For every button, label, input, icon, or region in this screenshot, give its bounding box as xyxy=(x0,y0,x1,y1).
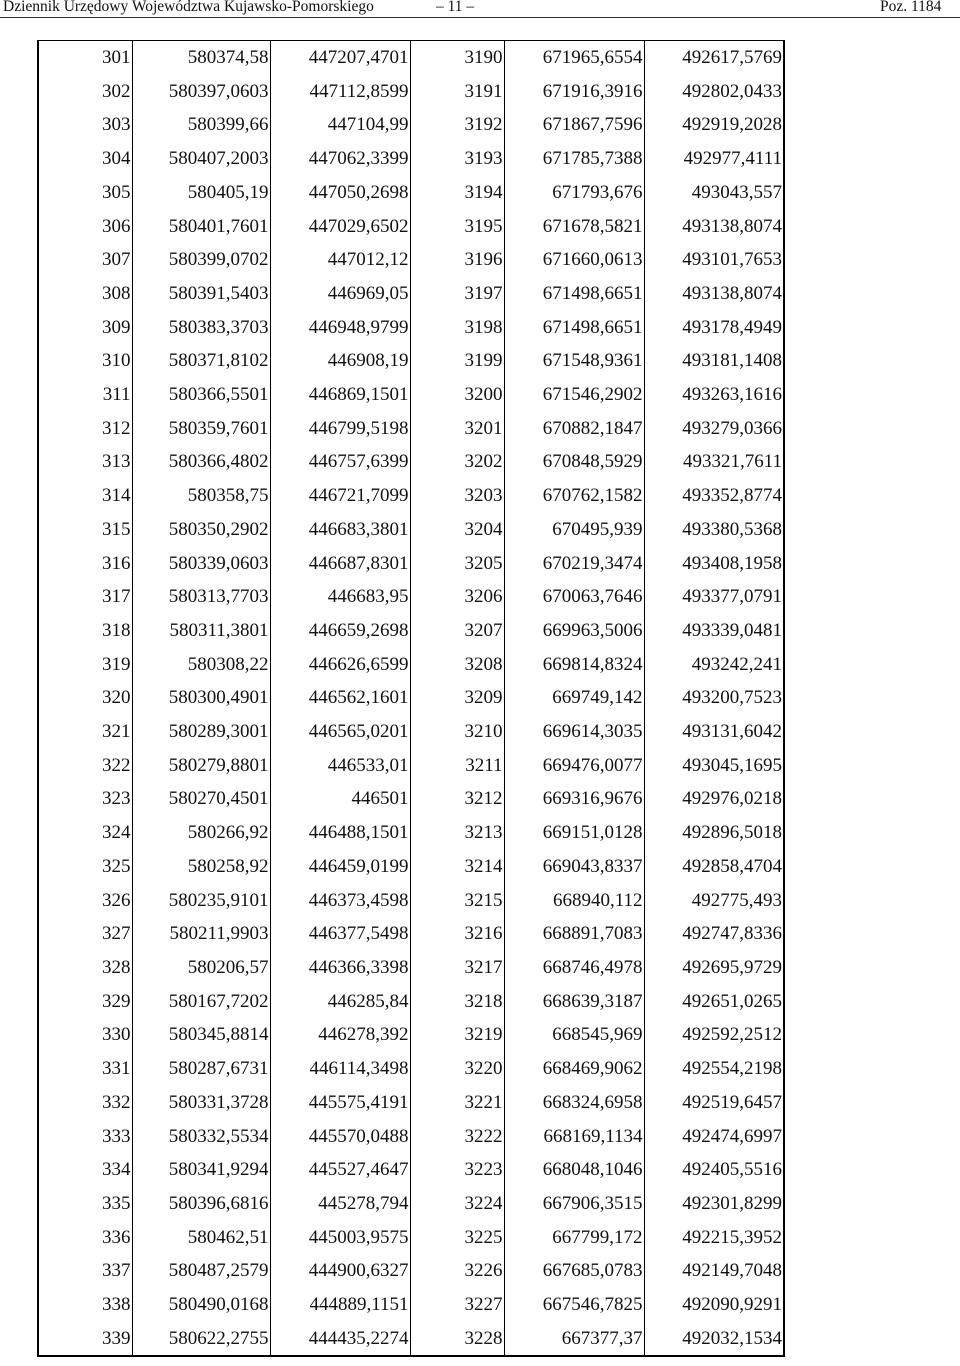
table-cell-x-coordinate: 580490,0168 xyxy=(132,1288,270,1322)
table-cell-point-number: 316 xyxy=(38,547,132,581)
table-cell-point-number: 321 xyxy=(38,715,132,749)
page-number: – 11 – xyxy=(436,0,475,15)
table-cell-point-number: 3199 xyxy=(410,344,504,378)
table-cell-x-coordinate: 580289,3001 xyxy=(132,715,270,749)
table-cell-x-coordinate: 671548,9361 xyxy=(504,344,644,378)
table-cell-x-coordinate: 670063,7646 xyxy=(504,580,644,614)
table-cell-point-number: 3206 xyxy=(410,580,504,614)
table-row xyxy=(38,344,784,378)
table-cell-point-number: 311 xyxy=(38,378,132,412)
table-cell-y-coordinate: 492651,0265 xyxy=(644,985,784,1019)
table-cell-point-number: 318 xyxy=(38,614,132,648)
table-row xyxy=(38,850,784,884)
table-cell-y-coordinate: 447050,2698 xyxy=(270,176,410,210)
table-cell-x-coordinate: 668469,9062 xyxy=(504,1052,644,1086)
table-cell-y-coordinate: 446721,7099 xyxy=(270,479,410,513)
table-cell-point-number: 302 xyxy=(38,75,132,109)
table-cell-point-number: 331 xyxy=(38,1052,132,1086)
table-row xyxy=(38,41,784,75)
table-cell-y-coordinate: 492215,3952 xyxy=(644,1221,784,1255)
table-cell-y-coordinate: 492090,9291 xyxy=(644,1288,784,1322)
table-cell-x-coordinate: 667906,3515 xyxy=(504,1187,644,1221)
table-cell-y-coordinate: 446373,4598 xyxy=(270,884,410,918)
table-cell-x-coordinate: 580358,75 xyxy=(132,479,270,513)
table-cell-point-number: 322 xyxy=(38,749,132,783)
table-cell-x-coordinate: 668891,7083 xyxy=(504,917,644,951)
table-cell-y-coordinate: 444900,6327 xyxy=(270,1254,410,1288)
table-cell-y-coordinate: 493181,1408 xyxy=(644,344,784,378)
table-cell-y-coordinate: 444889,1151 xyxy=(270,1288,410,1322)
table-cell-y-coordinate: 444435,2274 xyxy=(270,1322,410,1357)
table-cell-x-coordinate: 580383,3703 xyxy=(132,311,270,345)
table-cell-point-number: 3197 xyxy=(410,277,504,311)
table-cell-x-coordinate: 669476,0077 xyxy=(504,749,644,783)
table-row xyxy=(38,547,784,581)
table-cell-y-coordinate: 492032,1534 xyxy=(644,1322,784,1357)
table-cell-point-number: 333 xyxy=(38,1120,132,1154)
table-cell-y-coordinate: 492592,2512 xyxy=(644,1018,784,1052)
table-cell-point-number: 330 xyxy=(38,1018,132,1052)
table-cell-x-coordinate: 580339,0603 xyxy=(132,547,270,581)
table-cell-y-coordinate: 446683,95 xyxy=(270,580,410,614)
table-cell-point-number: 3210 xyxy=(410,715,504,749)
table-cell-y-coordinate: 493339,0481 xyxy=(644,614,784,648)
table-row xyxy=(38,985,784,1019)
table-cell-x-coordinate: 580270,4501 xyxy=(132,782,270,816)
table-cell-y-coordinate: 493200,7523 xyxy=(644,681,784,715)
table-cell-y-coordinate: 446565,0201 xyxy=(270,715,410,749)
table-cell-point-number: 3203 xyxy=(410,479,504,513)
table-row xyxy=(38,210,784,244)
table-cell-point-number: 3200 xyxy=(410,378,504,412)
coordinates-table-body xyxy=(38,41,784,1357)
table-cell-point-number: 3204 xyxy=(410,513,504,547)
table-cell-x-coordinate: 580211,9903 xyxy=(132,917,270,951)
table-row xyxy=(38,1086,784,1120)
table-cell-point-number: 317 xyxy=(38,580,132,614)
table-cell-y-coordinate: 445278,794 xyxy=(270,1187,410,1221)
table-cell-x-coordinate: 580374,58 xyxy=(132,41,270,75)
table-cell-x-coordinate: 580300,4901 xyxy=(132,681,270,715)
table-cell-y-coordinate: 492474,6997 xyxy=(644,1120,784,1154)
coordinates-table xyxy=(37,40,785,1357)
table-cell-x-coordinate: 580462,51 xyxy=(132,1221,270,1255)
table-cell-point-number: 336 xyxy=(38,1221,132,1255)
table-cell-y-coordinate: 447104,99 xyxy=(270,108,410,142)
table-cell-x-coordinate: 671678,5821 xyxy=(504,210,644,244)
table-cell-y-coordinate: 493045,1695 xyxy=(644,749,784,783)
table-cell-y-coordinate: 492775,493 xyxy=(644,884,784,918)
table-cell-y-coordinate: 492554,2198 xyxy=(644,1052,784,1086)
table-cell-x-coordinate: 580313,7703 xyxy=(132,580,270,614)
table-cell-y-coordinate: 492976,0218 xyxy=(644,782,784,816)
table-cell-x-coordinate: 668639,3187 xyxy=(504,985,644,1019)
table-cell-point-number: 313 xyxy=(38,445,132,479)
table-row xyxy=(38,749,784,783)
table-cell-x-coordinate: 671660,0613 xyxy=(504,243,644,277)
table-cell-point-number: 3224 xyxy=(410,1187,504,1221)
table-row xyxy=(38,1120,784,1154)
table-cell-y-coordinate: 445003,9575 xyxy=(270,1221,410,1255)
table-row xyxy=(38,681,784,715)
table-cell-point-number: 323 xyxy=(38,782,132,816)
table-row xyxy=(38,782,784,816)
table-cell-x-coordinate: 669963,5006 xyxy=(504,614,644,648)
table-cell-x-coordinate: 669749,142 xyxy=(504,681,644,715)
table-cell-y-coordinate: 445575,4191 xyxy=(270,1086,410,1120)
table-cell-point-number: 315 xyxy=(38,513,132,547)
table-row xyxy=(38,816,784,850)
table-cell-point-number: 338 xyxy=(38,1288,132,1322)
table-cell-point-number: 310 xyxy=(38,344,132,378)
table-row xyxy=(38,580,784,614)
table-cell-y-coordinate: 446533,01 xyxy=(270,749,410,783)
table-cell-point-number: 3221 xyxy=(410,1086,504,1120)
table-row xyxy=(38,648,784,682)
table-cell-point-number: 3209 xyxy=(410,681,504,715)
table-cell-point-number: 312 xyxy=(38,412,132,446)
table-cell-y-coordinate: 447029,6502 xyxy=(270,210,410,244)
table-cell-point-number: 3216 xyxy=(410,917,504,951)
table-cell-y-coordinate: 446908,19 xyxy=(270,344,410,378)
table-cell-point-number: 309 xyxy=(38,311,132,345)
table-cell-y-coordinate: 446948,9799 xyxy=(270,311,410,345)
table-row xyxy=(38,1187,784,1221)
table-cell-x-coordinate: 580371,8102 xyxy=(132,344,270,378)
table-cell-x-coordinate: 670848,5929 xyxy=(504,445,644,479)
table-cell-point-number: 3222 xyxy=(410,1120,504,1154)
table-cell-x-coordinate: 580167,7202 xyxy=(132,985,270,1019)
table-cell-y-coordinate: 493138,8074 xyxy=(644,277,784,311)
table-cell-x-coordinate: 580487,2579 xyxy=(132,1254,270,1288)
table-cell-point-number: 328 xyxy=(38,951,132,985)
table-row xyxy=(38,412,784,446)
table-cell-x-coordinate: 671498,6651 xyxy=(504,277,644,311)
table-cell-x-coordinate: 669814,8324 xyxy=(504,648,644,682)
table-cell-point-number: 314 xyxy=(38,479,132,513)
table-cell-point-number: 3213 xyxy=(410,816,504,850)
table-cell-y-coordinate: 447012,12 xyxy=(270,243,410,277)
table-cell-point-number: 3211 xyxy=(410,749,504,783)
table-cell-x-coordinate: 580397,0603 xyxy=(132,75,270,109)
table-cell-x-coordinate: 671965,6554 xyxy=(504,41,644,75)
table-cell-y-coordinate: 446659,2698 xyxy=(270,614,410,648)
table-cell-x-coordinate: 580391,5403 xyxy=(132,277,270,311)
table-cell-x-coordinate: 669043,8337 xyxy=(504,850,644,884)
table-cell-x-coordinate: 667377,37 xyxy=(504,1322,644,1357)
table-cell-x-coordinate: 580308,22 xyxy=(132,648,270,682)
table-cell-y-coordinate: 445570,0488 xyxy=(270,1120,410,1154)
table-cell-x-coordinate: 580407,2003 xyxy=(132,142,270,176)
table-cell-point-number: 307 xyxy=(38,243,132,277)
table-cell-x-coordinate: 669614,3035 xyxy=(504,715,644,749)
table-cell-y-coordinate: 446799,5198 xyxy=(270,412,410,446)
table-cell-x-coordinate: 580332,5534 xyxy=(132,1120,270,1154)
table-cell-x-coordinate: 671867,7596 xyxy=(504,108,644,142)
table-cell-x-coordinate: 580206,57 xyxy=(132,951,270,985)
table-cell-point-number: 3215 xyxy=(410,884,504,918)
table-cell-y-coordinate: 492747,8336 xyxy=(644,917,784,951)
table-cell-x-coordinate: 668324,6958 xyxy=(504,1086,644,1120)
table-cell-y-coordinate: 492301,8299 xyxy=(644,1187,784,1221)
table-cell-x-coordinate: 580287,6731 xyxy=(132,1052,270,1086)
table-cell-y-coordinate: 492977,4111 xyxy=(644,142,784,176)
table-cell-x-coordinate: 671546,2902 xyxy=(504,378,644,412)
table-cell-point-number: 327 xyxy=(38,917,132,951)
table-row xyxy=(38,277,784,311)
table-cell-point-number: 325 xyxy=(38,850,132,884)
table-cell-point-number: 3193 xyxy=(410,142,504,176)
table-cell-y-coordinate: 492617,5769 xyxy=(644,41,784,75)
table-cell-point-number: 3212 xyxy=(410,782,504,816)
table-cell-x-coordinate: 580341,9294 xyxy=(132,1153,270,1187)
table-row xyxy=(38,1254,784,1288)
table-cell-point-number: 3226 xyxy=(410,1254,504,1288)
table-row xyxy=(38,614,784,648)
table-row xyxy=(38,176,784,210)
table-cell-point-number: 324 xyxy=(38,816,132,850)
table-cell-x-coordinate: 580279,8801 xyxy=(132,749,270,783)
table-cell-point-number: 3196 xyxy=(410,243,504,277)
table-cell-point-number: 3205 xyxy=(410,547,504,581)
table-cell-y-coordinate: 493408,1958 xyxy=(644,547,784,581)
table-cell-x-coordinate: 668746,4978 xyxy=(504,951,644,985)
table-cell-x-coordinate: 580359,7601 xyxy=(132,412,270,446)
table-cell-y-coordinate: 446459,0199 xyxy=(270,850,410,884)
table-row xyxy=(38,1288,784,1322)
table-row xyxy=(38,1221,784,1255)
table-cell-x-coordinate: 580235,9101 xyxy=(132,884,270,918)
table-cell-y-coordinate: 446562,1601 xyxy=(270,681,410,715)
table-row xyxy=(38,1052,784,1086)
table-row xyxy=(38,513,784,547)
table-cell-point-number: 3220 xyxy=(410,1052,504,1086)
table-cell-point-number: 334 xyxy=(38,1153,132,1187)
table-cell-x-coordinate: 671793,676 xyxy=(504,176,644,210)
table-cell-x-coordinate: 580258,92 xyxy=(132,850,270,884)
table-row xyxy=(38,1018,784,1052)
table-cell-point-number: 3195 xyxy=(410,210,504,244)
table-row xyxy=(38,1153,784,1187)
table-cell-point-number: 3202 xyxy=(410,445,504,479)
table-cell-y-coordinate: 492896,5018 xyxy=(644,816,784,850)
table-cell-point-number: 329 xyxy=(38,985,132,1019)
table-cell-y-coordinate: 446626,6599 xyxy=(270,648,410,682)
publication-title: Dziennik Urzędowy Województwa Kujawsko-Pomorskiego xyxy=(3,0,374,15)
table-row xyxy=(38,108,784,142)
table-cell-y-coordinate: 492519,6457 xyxy=(644,1086,784,1120)
table-cell-x-coordinate: 668940,112 xyxy=(504,884,644,918)
table-cell-point-number: 3225 xyxy=(410,1221,504,1255)
table-cell-y-coordinate: 493242,241 xyxy=(644,648,784,682)
table-cell-y-coordinate: 493380,5368 xyxy=(644,513,784,547)
table-cell-point-number: 3227 xyxy=(410,1288,504,1322)
table-cell-x-coordinate: 580622,2755 xyxy=(132,1322,270,1357)
table-cell-point-number: 3208 xyxy=(410,648,504,682)
table-row xyxy=(38,378,784,412)
table-cell-x-coordinate: 669151,0128 xyxy=(504,816,644,850)
table-cell-x-coordinate: 670762,1582 xyxy=(504,479,644,513)
table-cell-y-coordinate: 493138,8074 xyxy=(644,210,784,244)
table-cell-x-coordinate: 580399,66 xyxy=(132,108,270,142)
table-cell-y-coordinate: 446488,1501 xyxy=(270,816,410,850)
table-row xyxy=(38,917,784,951)
table-cell-point-number: 301 xyxy=(38,41,132,75)
table-cell-x-coordinate: 667546,7825 xyxy=(504,1288,644,1322)
table-cell-point-number: 319 xyxy=(38,648,132,682)
table-row xyxy=(38,75,784,109)
table-cell-x-coordinate: 580399,0702 xyxy=(132,243,270,277)
table-cell-point-number: 305 xyxy=(38,176,132,210)
page-header xyxy=(0,0,960,16)
table-row xyxy=(38,884,784,918)
table-cell-x-coordinate: 671785,7388 xyxy=(504,142,644,176)
table-cell-point-number: 3214 xyxy=(410,850,504,884)
table-cell-x-coordinate: 580405,19 xyxy=(132,176,270,210)
table-cell-x-coordinate: 668545,969 xyxy=(504,1018,644,1052)
table-cell-y-coordinate: 446366,3398 xyxy=(270,951,410,985)
table-cell-x-coordinate: 580350,2902 xyxy=(132,513,270,547)
table-cell-y-coordinate: 447112,8599 xyxy=(270,75,410,109)
position-number: Poz. 1184 xyxy=(880,0,942,15)
table-cell-y-coordinate: 446687,8301 xyxy=(270,547,410,581)
table-cell-point-number: 3228 xyxy=(410,1322,504,1357)
table-cell-y-coordinate: 493043,557 xyxy=(644,176,784,210)
table-cell-point-number: 3190 xyxy=(410,41,504,75)
table-cell-x-coordinate: 580401,7601 xyxy=(132,210,270,244)
table-cell-x-coordinate: 580311,3801 xyxy=(132,614,270,648)
table-cell-y-coordinate: 493178,4949 xyxy=(644,311,784,345)
table-cell-y-coordinate: 493263,1616 xyxy=(644,378,784,412)
table-cell-x-coordinate: 668048,1046 xyxy=(504,1153,644,1187)
table-cell-y-coordinate: 446278,392 xyxy=(270,1018,410,1052)
table-cell-y-coordinate: 493352,8774 xyxy=(644,479,784,513)
table-cell-point-number: 337 xyxy=(38,1254,132,1288)
table-cell-x-coordinate: 580345,8814 xyxy=(132,1018,270,1052)
table-cell-x-coordinate: 671916,3916 xyxy=(504,75,644,109)
table-cell-x-coordinate: 580266,92 xyxy=(132,816,270,850)
table-cell-y-coordinate: 493101,7653 xyxy=(644,243,784,277)
table-cell-point-number: 335 xyxy=(38,1187,132,1221)
table-row xyxy=(38,479,784,513)
table-cell-x-coordinate: 667799,172 xyxy=(504,1221,644,1255)
table-cell-y-coordinate: 493321,7611 xyxy=(644,445,784,479)
table-cell-y-coordinate: 446501 xyxy=(270,782,410,816)
table-cell-x-coordinate: 580396,6816 xyxy=(132,1187,270,1221)
table-cell-point-number: 3219 xyxy=(410,1018,504,1052)
table-cell-x-coordinate: 668169,1134 xyxy=(504,1120,644,1154)
table-row xyxy=(38,142,784,176)
table-cell-point-number: 332 xyxy=(38,1086,132,1120)
table-cell-y-coordinate: 447207,4701 xyxy=(270,41,410,75)
table-cell-y-coordinate: 492149,7048 xyxy=(644,1254,784,1288)
table-cell-y-coordinate: 492858,4704 xyxy=(644,850,784,884)
table-cell-x-coordinate: 669316,9676 xyxy=(504,782,644,816)
table-cell-x-coordinate: 580366,5501 xyxy=(132,378,270,412)
table-cell-point-number: 3223 xyxy=(410,1153,504,1187)
table-cell-x-coordinate: 671498,6651 xyxy=(504,311,644,345)
table-cell-x-coordinate: 580331,3728 xyxy=(132,1086,270,1120)
table-cell-y-coordinate: 492802,0433 xyxy=(644,75,784,109)
table-cell-y-coordinate: 493377,0791 xyxy=(644,580,784,614)
table-cell-y-coordinate: 492405,5516 xyxy=(644,1153,784,1187)
table-cell-x-coordinate: 580366,4802 xyxy=(132,445,270,479)
table-cell-y-coordinate: 492919,2028 xyxy=(644,108,784,142)
table-cell-y-coordinate: 446683,3801 xyxy=(270,513,410,547)
table-cell-y-coordinate: 493131,6042 xyxy=(644,715,784,749)
table-row xyxy=(38,1322,784,1357)
table-cell-point-number: 3191 xyxy=(410,75,504,109)
table-cell-x-coordinate: 670219,3474 xyxy=(504,547,644,581)
table-cell-point-number: 3192 xyxy=(410,108,504,142)
table-cell-point-number: 3201 xyxy=(410,412,504,446)
table-cell-y-coordinate: 446377,5498 xyxy=(270,917,410,951)
table-cell-x-coordinate: 670882,1847 xyxy=(504,412,644,446)
table-cell-x-coordinate: 670495,939 xyxy=(504,513,644,547)
table-cell-point-number: 339 xyxy=(38,1322,132,1357)
table-cell-point-number: 3218 xyxy=(410,985,504,1019)
table-cell-point-number: 304 xyxy=(38,142,132,176)
table-cell-point-number: 3198 xyxy=(410,311,504,345)
table-cell-y-coordinate: 493279,0366 xyxy=(644,412,784,446)
table-row xyxy=(38,715,784,749)
table-row xyxy=(38,951,784,985)
header-rule xyxy=(0,17,960,18)
table-cell-y-coordinate: 446114,3498 xyxy=(270,1052,410,1086)
table-cell-y-coordinate: 446285,84 xyxy=(270,985,410,1019)
table-cell-y-coordinate: 447062,3399 xyxy=(270,142,410,176)
table-cell-point-number: 308 xyxy=(38,277,132,311)
table-cell-y-coordinate: 446969,05 xyxy=(270,277,410,311)
table-cell-point-number: 3194 xyxy=(410,176,504,210)
table-row xyxy=(38,311,784,345)
table-cell-y-coordinate: 446757,6399 xyxy=(270,445,410,479)
table-cell-y-coordinate: 492695,9729 xyxy=(644,951,784,985)
table-row xyxy=(38,243,784,277)
table-cell-x-coordinate: 667685,0783 xyxy=(504,1254,644,1288)
table-cell-point-number: 3207 xyxy=(410,614,504,648)
table-cell-point-number: 320 xyxy=(38,681,132,715)
table-row xyxy=(38,445,784,479)
table-cell-y-coordinate: 446869,1501 xyxy=(270,378,410,412)
table-cell-point-number: 326 xyxy=(38,884,132,918)
table-cell-point-number: 3217 xyxy=(410,951,504,985)
table-cell-y-coordinate: 445527,4647 xyxy=(270,1153,410,1187)
table-cell-point-number: 303 xyxy=(38,108,132,142)
table-cell-point-number: 306 xyxy=(38,210,132,244)
